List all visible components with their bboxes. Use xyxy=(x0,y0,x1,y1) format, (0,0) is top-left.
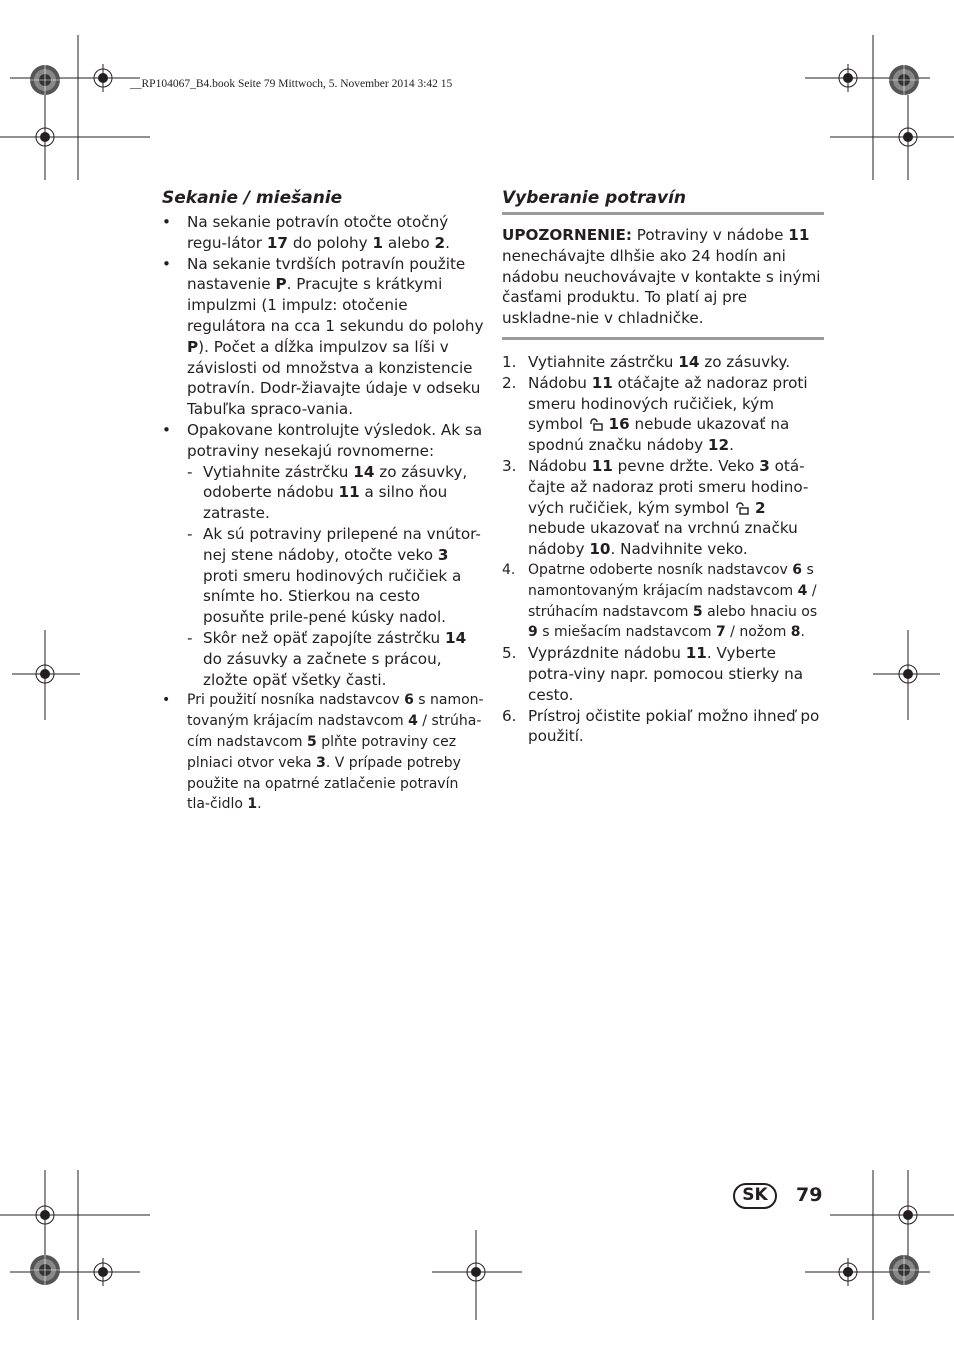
language-badge: SK xyxy=(733,1183,777,1209)
list-item: • Opakovane kontrolujte výsledok. Ak sa potraviny nesekajú rovnomerne: - Vytiahnite zástrčku 14 zo zásuvky, odoberte nádobu 11 a silno ňou zatraste. - Ak sú potraviny prilepené na vnútor-nej stene nádoby, otočte veko 3 proti smeru hodinových ručičiek a snímte ho. Stierkou na cesto posuňte prile-pené kúsky nadol. - Skôr než opäť zapojíte zástrčku 14 do zásuvky a začnete s prácou, zložte opäť všetky časti. xyxy=(162,420,484,690)
warning-box: UPOZORNENIE: Potraviny v nádobe 11 nenechávajte dlhšie ako 24 hodín ani nádobu neuchovávajte v kontakte s inými časťami produktu. To platí aj pre uskladne-nie v chladničke. xyxy=(502,226,821,328)
section-title-removing-food: Vyberanie potravín xyxy=(502,188,687,208)
list-item: 3. Nádobu 11 pevne držte. Veko 3 otá-čajte až nadoraz proti smeru hodino-vých ručičiek, kým symbol 2 nebude ukazovať na vrchnú značku nádoby 10. Nadvihnite veko. xyxy=(502,456,809,559)
list-item: • Na sekanie potravín otočte otočný regu-látor 17 do polohy 1 alebo 2. xyxy=(162,212,484,254)
print-file-info: __RP104067_B4.book Seite 79 Mittwoch, 5. November 2014 3:42 15 xyxy=(130,78,453,90)
list-item: 5. Vyprázdnite nádobu 11. Vyberte potra-viny napr. pomocou stierky na cesto. xyxy=(502,644,804,704)
unlock-icon xyxy=(588,416,604,432)
left-column xyxy=(162,186,484,815)
list-item: - Ak sú potraviny prilepené na vnútor-nej stene nádoby, otočte veko 3 proti smeru hodinových ručičiek a snímte ho. Stierkou na cesto posuňte prile-pené kúsky nadol. xyxy=(187,524,484,628)
warning-label: UPOZORNENIE: xyxy=(502,226,632,244)
list-item: 2. Nádobu 11 otáčajte až nadoraz proti smeru hodinových ručičiek, kým symbol 16 nebude ukazovať na spodnú značku nádoby 12. xyxy=(502,373,808,455)
chopping-bullet-list xyxy=(162,212,484,815)
list-item: - Vytiahnite zástrčku 14 zo zásuvky, odoberte nádobu 11 a silno ňou zatraste. xyxy=(187,462,484,524)
list-item: • Na sekanie tvrdších potravín použite nastavenie P. Pracujte s krátkymi impulzmi (1 impulz: otočenie regulátora na cca 1 sekundu do polohy P). Počet a dĺžka impulzov sa líši v závislosti od množstva a konzistencie potravín. Dodr-žiavajte údaje v odseku Tabuľka spraco-vania. xyxy=(162,254,484,420)
unlock-icon xyxy=(734,500,750,516)
list-item: 6. Prístroj očistite pokiaľ možno ihneď po použití. xyxy=(502,706,820,746)
list-item: 4. Opatrne odoberte nosník nadstavcov 6 s namontovaným krájacím nadstavcom 4 / strúhacím nadstavcom 5 alebo hnaciu os 9 s miešacím nadstavcom 7 / nožom 8. xyxy=(502,561,818,641)
page-number: 79 xyxy=(796,1184,823,1206)
removal-steps-list xyxy=(502,352,824,747)
right-column xyxy=(502,186,824,747)
list-item: - Skôr než opäť zapojíte zástrčku 14 do zásuvky a začnete s prácou, zložte opäť všetky časti. xyxy=(187,628,484,690)
divider xyxy=(502,337,824,340)
section-title-chopping: Sekanie / miešanie xyxy=(162,188,343,208)
list-item: 1. Vytiahnite zástrčku 14 zo zásuvky. xyxy=(502,352,791,371)
dash-sub-list xyxy=(187,462,484,691)
list-item: • Pri použití nosníka nadstavcov 6 s namon-tovaným krájacím nadstavcom 4 / strúha-cím nadstavcom 5 plňte potraviny cez plniaci otvor veka 3. V prípade potreby použite na opatrné zatlačenie potravín tla-čidlo 1. xyxy=(162,690,484,815)
